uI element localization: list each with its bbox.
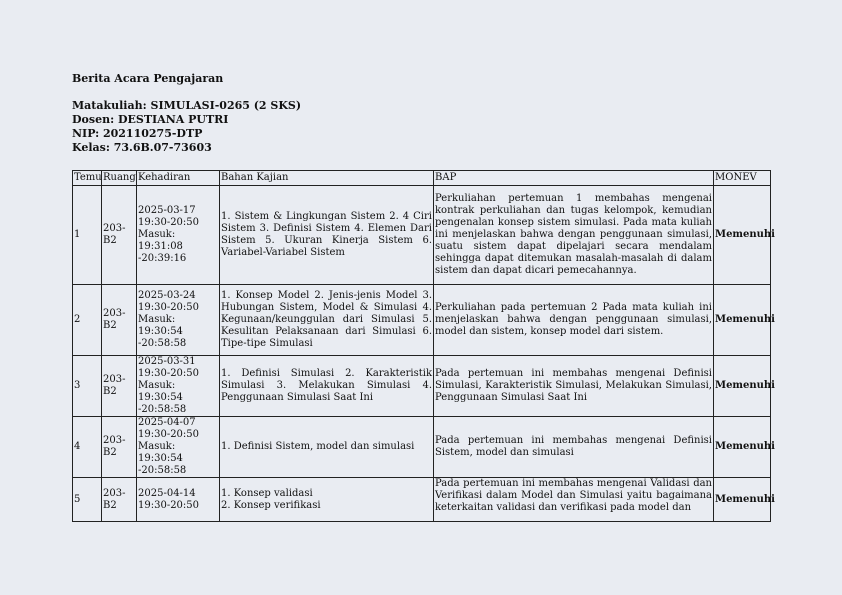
cell-temu: 4 bbox=[73, 417, 102, 478]
cell-bahan-kajian: 1. Definisi Sistem, model dan simulasi bbox=[220, 417, 434, 478]
table-row bbox=[73, 417, 771, 478]
cell-bahan-kajian bbox=[220, 478, 434, 522]
cell-monev: Memenuhi bbox=[714, 478, 771, 522]
header-bap: BAP bbox=[434, 171, 714, 186]
cell-bap: Pada pertemuan ini membahas mengenai Validasi dan Verifikasi dalam Model dan Simulasi yaitu bagaimana keterkaitan validasi dan verifikasi pada model dan bbox=[434, 478, 714, 522]
cell-bahan-kajian: 1. Konsep Model 2. Jenis-jenis Model 3. Hubungan Sistem, Model & Simulasi 4. Kegunaan/keunggulan dari Simulasi 5. Kesulitan Pelaksanaan dari Simulasi 6. Tipe-tipe Simulasi bbox=[220, 285, 434, 356]
lecturer-nip: NIP: 202110275-DTP bbox=[72, 127, 203, 140]
cell-monev: Memenuhi bbox=[714, 186, 771, 285]
cell-ruang: 203-B2 bbox=[102, 186, 137, 285]
header-kehadiran: Kehadiran bbox=[137, 171, 220, 186]
table-row bbox=[73, 285, 771, 356]
attendance-date: 2025-04-07 bbox=[138, 417, 196, 428]
header-bahan-kajian: Bahan Kajian bbox=[220, 171, 434, 186]
attendance-checkout: -20:58:58 bbox=[138, 404, 187, 415]
attendance-date: 2025-03-31 bbox=[138, 356, 196, 367]
cell-bahan-kajian: 1. Sistem & Lingkungan Sistem 2. 4 Ciri Sistem 3. Definisi Sistem 4. Elemen Dari Sistem 5. Ukuran Kinerja Sistem 6. Variabel-Variabel Sistem bbox=[220, 186, 434, 285]
attendance-checkin: Masuk: 19:30:54 bbox=[138, 441, 183, 464]
teaching-record-table bbox=[72, 170, 775, 522]
topic-item: 2. Konsep verifikasi bbox=[221, 499, 321, 511]
cell-bap: Perkuliahan pada pertemuan 2 Pada mata kuliah ini menjelaskan bahwa dengan penggunaan simulasi, model dan sistem, konsep model dari sistem. bbox=[434, 285, 714, 356]
cell-monev: Memenuhi bbox=[714, 417, 771, 478]
cell-ruang: 203-B2 bbox=[102, 478, 137, 522]
cell-kehadiran bbox=[137, 478, 220, 522]
attendance-checkout: -20:58:58 bbox=[138, 465, 187, 476]
attendance-time: 19:30-20:50 bbox=[138, 302, 200, 313]
table-row bbox=[73, 356, 771, 417]
course-name: Matakuliah: SIMULASI-0265 (2 SKS) bbox=[72, 99, 302, 112]
cell-kehadiran bbox=[137, 186, 220, 285]
header-monev: MONEV bbox=[714, 171, 771, 186]
cell-kehadiran bbox=[137, 356, 220, 417]
lecturer-name: Dosen: DESTIANA PUTRI bbox=[72, 113, 229, 126]
header-temu: Temu bbox=[73, 171, 102, 186]
cell-temu: 1 bbox=[73, 186, 102, 285]
cell-bap: Pada pertemuan ini membahas mengenai Definisi Simulasi, Karakteristik Simulasi, Melakukan Simulasi, Penggunaan Simulasi Saat Ini bbox=[434, 356, 714, 417]
attendance-date: 2025-04-14 bbox=[138, 487, 196, 499]
document-title: Berita Acara Pengajaran bbox=[72, 72, 224, 85]
cell-bap: Perkuliahan pertemuan 1 membahas mengenai kontrak perkuliahan dan tugas kelompok, kemudian pengenalan konsep sistem simulasi. Pada mata kuliah ini menjelaskan bahwa dengan penggunaan simulasi, suatu sistem dapat dipelajari secara mendalam sehingga dapat ditemukan masalah-masalah di dalam sistem dan dapat dicari pemecahannya. bbox=[434, 186, 714, 285]
header-ruang: Ruang bbox=[102, 171, 137, 186]
course-info bbox=[72, 99, 301, 155]
cell-ruang: 203-B2 bbox=[102, 417, 137, 478]
cell-monev: Memenuhi bbox=[714, 356, 771, 417]
attendance-checkin: Masuk: 19:30:54 bbox=[138, 380, 183, 403]
cell-bap: Pada pertemuan ini membahas mengenai Definisi Sistem, model dan simulasi bbox=[434, 417, 714, 478]
attendance-checkout: -20:39:16 bbox=[138, 253, 187, 264]
topic-item: 1. Konsep validasi bbox=[221, 487, 313, 499]
cell-ruang: 203-B2 bbox=[102, 285, 137, 356]
class-code: Kelas: 73.6B.07-73603 bbox=[72, 141, 212, 154]
cell-kehadiran bbox=[137, 285, 220, 356]
attendance-time: 19:30-20:50 bbox=[138, 499, 200, 511]
table-row bbox=[73, 186, 771, 285]
attendance-checkout: -20:58:58 bbox=[138, 338, 187, 349]
attendance-time: 19:30-20:50 bbox=[138, 368, 200, 379]
cell-temu: 3 bbox=[73, 356, 102, 417]
cell-monev: Memenuhi bbox=[714, 285, 771, 356]
attendance-date: 2025-03-24 bbox=[138, 290, 196, 301]
table-row bbox=[73, 478, 771, 522]
attendance-date: 2025-03-17 bbox=[138, 205, 196, 216]
cell-kehadiran bbox=[137, 417, 220, 478]
table-header-row bbox=[73, 171, 771, 186]
cell-ruang: 203-B2 bbox=[102, 356, 137, 417]
attendance-checkin: Masuk: 19:31:08 bbox=[138, 229, 183, 252]
attendance-time: 19:30-20:50 bbox=[138, 217, 200, 228]
attendance-checkin: Masuk: 19:30:54 bbox=[138, 314, 183, 337]
attendance-time: 19:30-20:50 bbox=[138, 429, 200, 440]
cell-temu: 2 bbox=[73, 285, 102, 356]
cell-bahan-kajian: 1. Definisi Simulasi 2. Karakteristik Simulasi 3. Melakukan Simulasi 4. Penggunaan Simulasi Saat Ini bbox=[220, 356, 434, 417]
cell-temu: 5 bbox=[73, 478, 102, 522]
